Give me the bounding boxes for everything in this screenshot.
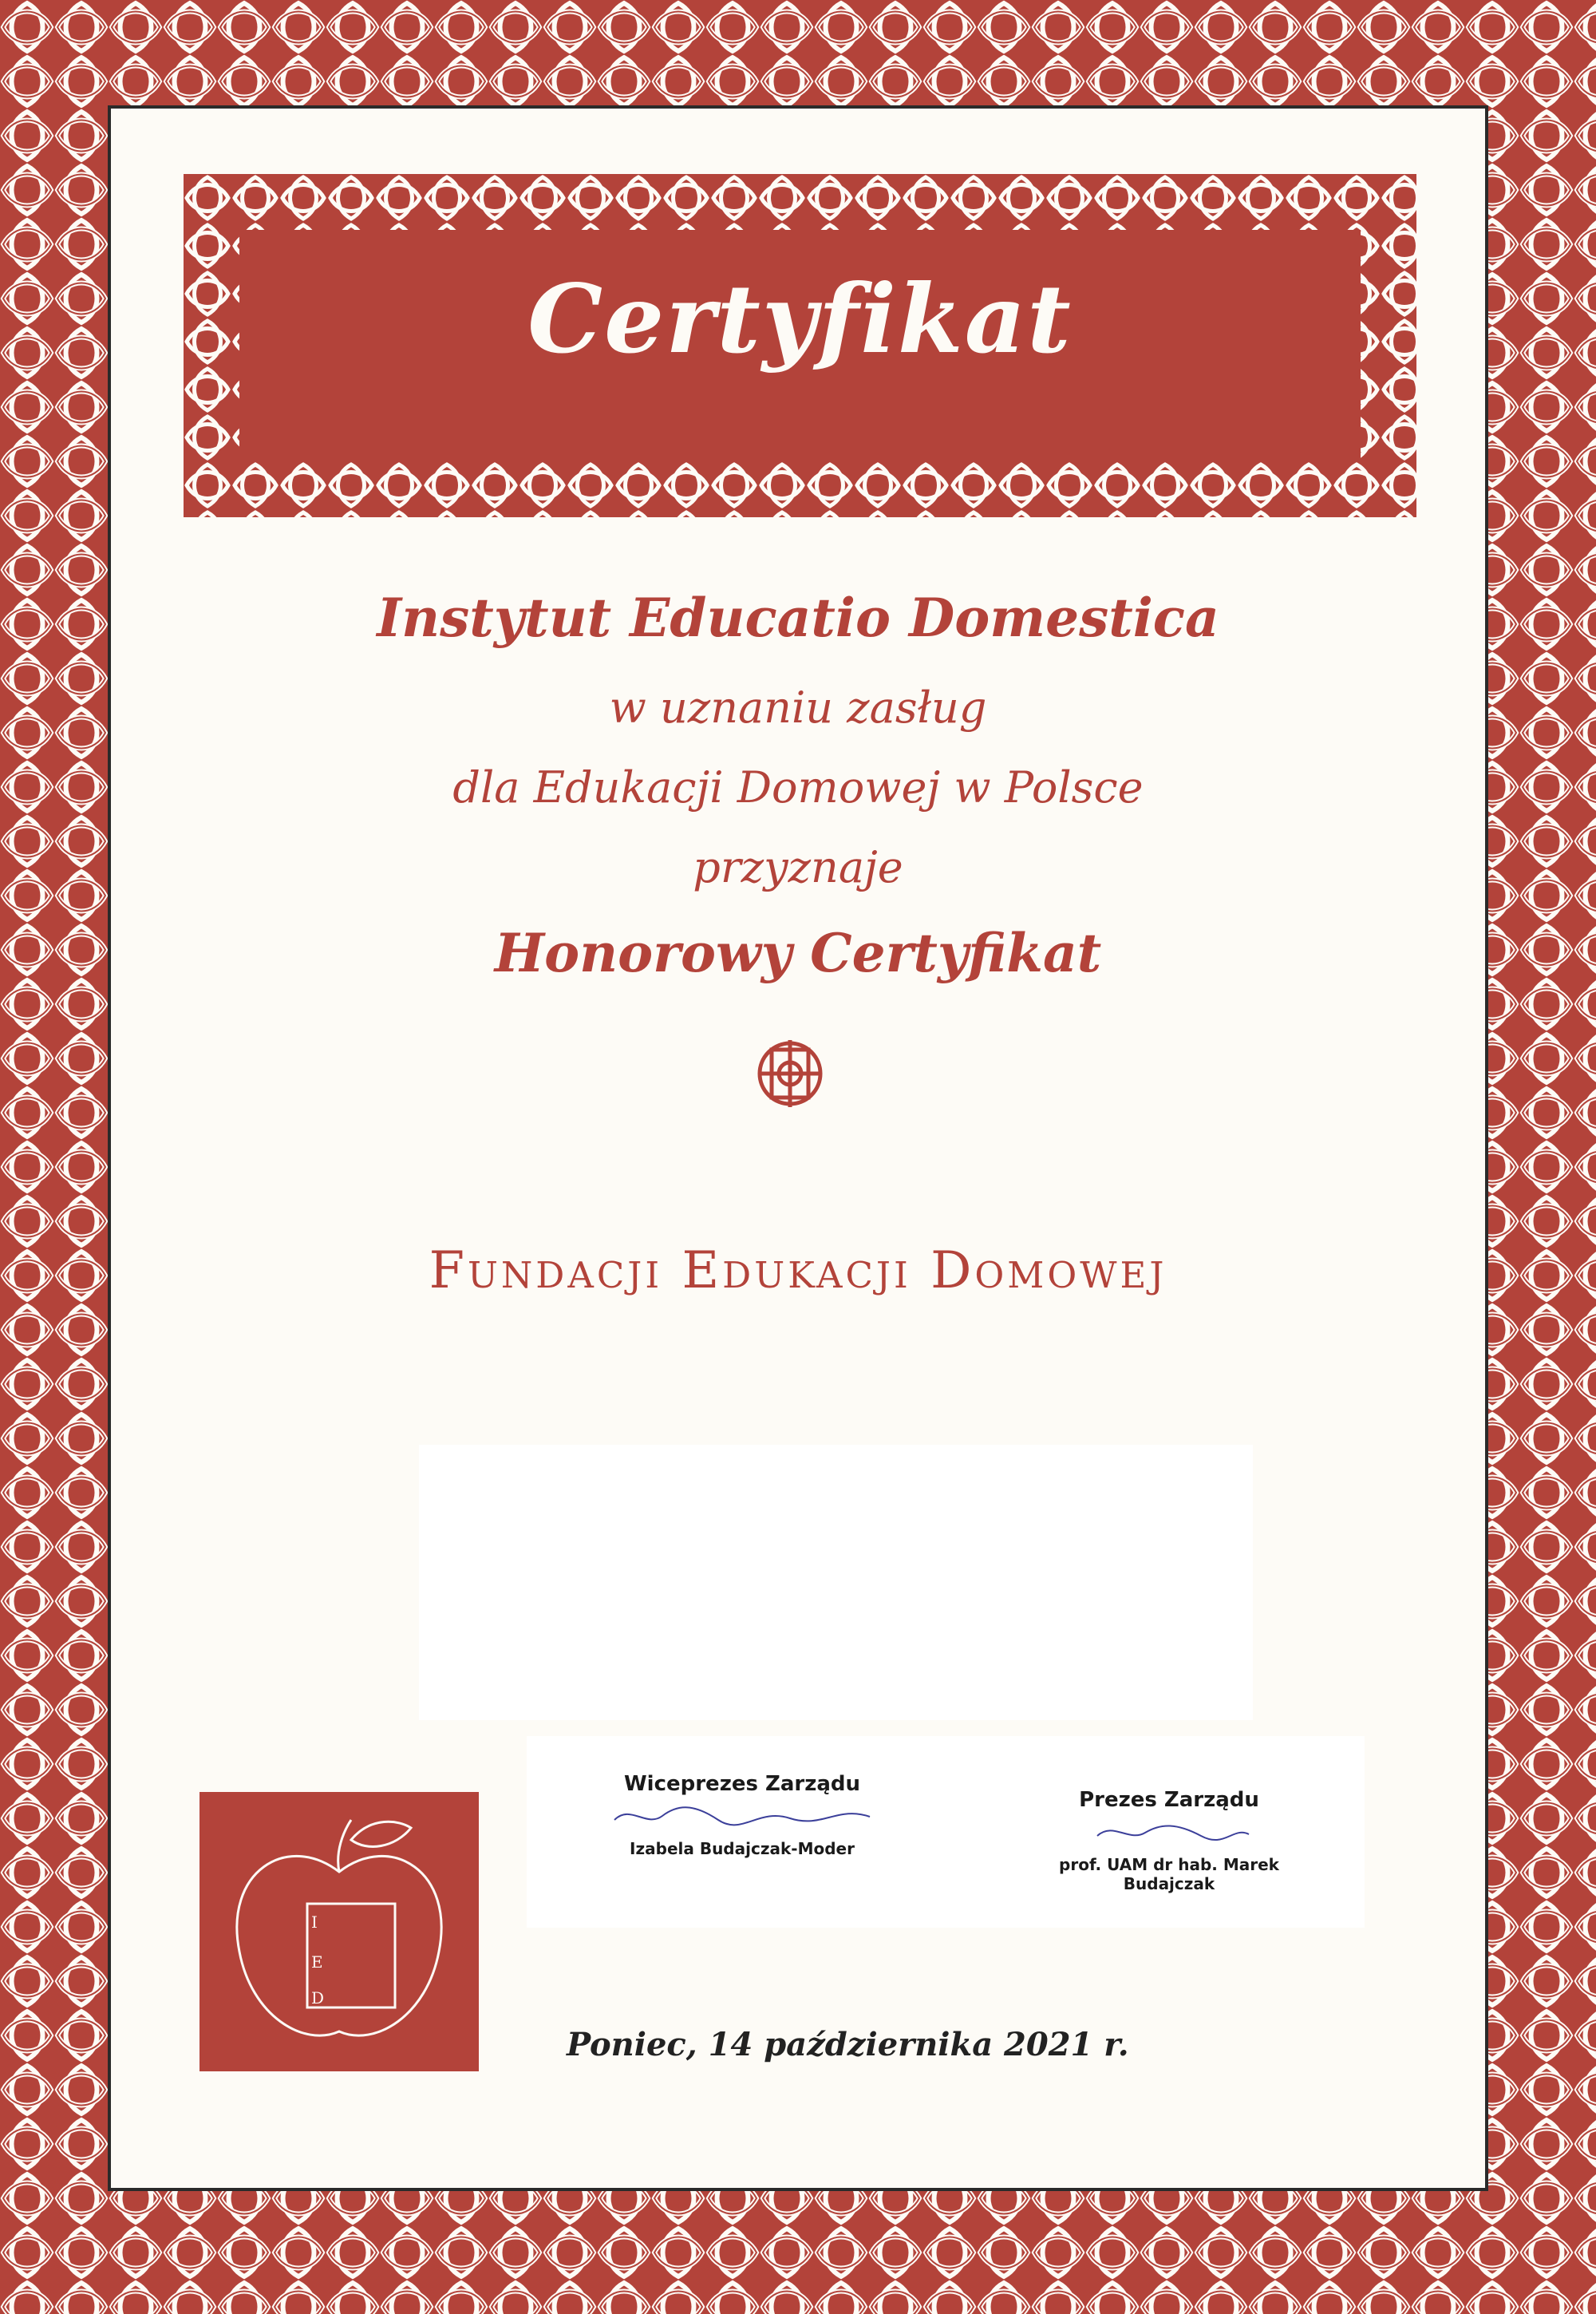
handwritten-signature: [598, 1796, 886, 1836]
certificate-title: Certyfikat: [527, 263, 1073, 374]
institution-name: Instytut Educatio Domestica: [377, 587, 1219, 649]
signature-vice-president: [583, 1772, 902, 1858]
logo-letter: D: [311, 1988, 325, 2007]
purpose-line: dla Edukacji Domowej w Polsce: [452, 762, 1144, 813]
signature-president: [1029, 1788, 1309, 1893]
signature-name: prof. UAM dr hab. Marek Budajczak: [1059, 1855, 1279, 1893]
logo-letter: E: [311, 1952, 323, 1972]
handwritten-signature: [1065, 1812, 1273, 1852]
signature-name: Izabela Budajczak-Moder: [630, 1839, 855, 1858]
signature-role: Wiceprezes Zarządu: [623, 1772, 861, 1796]
issue-date: Poniec, 14 października 2021 r.: [567, 2026, 1129, 2063]
celtic-knot-icon: [754, 1026, 826, 1121]
award-name: Honorowy Certyfikat: [494, 922, 1102, 984]
apple-logo-icon: [192, 1784, 487, 2079]
signature-role: Prezes Zarządu: [1079, 1788, 1259, 1812]
blank-area: [419, 1445, 1253, 1720]
awards-line: przyznaje: [693, 842, 903, 892]
recognition-line: w uznaniu zasług: [609, 682, 987, 733]
logo-letter: I: [311, 1913, 318, 1932]
recipient-name: Fundacji Edukacji Domowej: [429, 1241, 1167, 1300]
